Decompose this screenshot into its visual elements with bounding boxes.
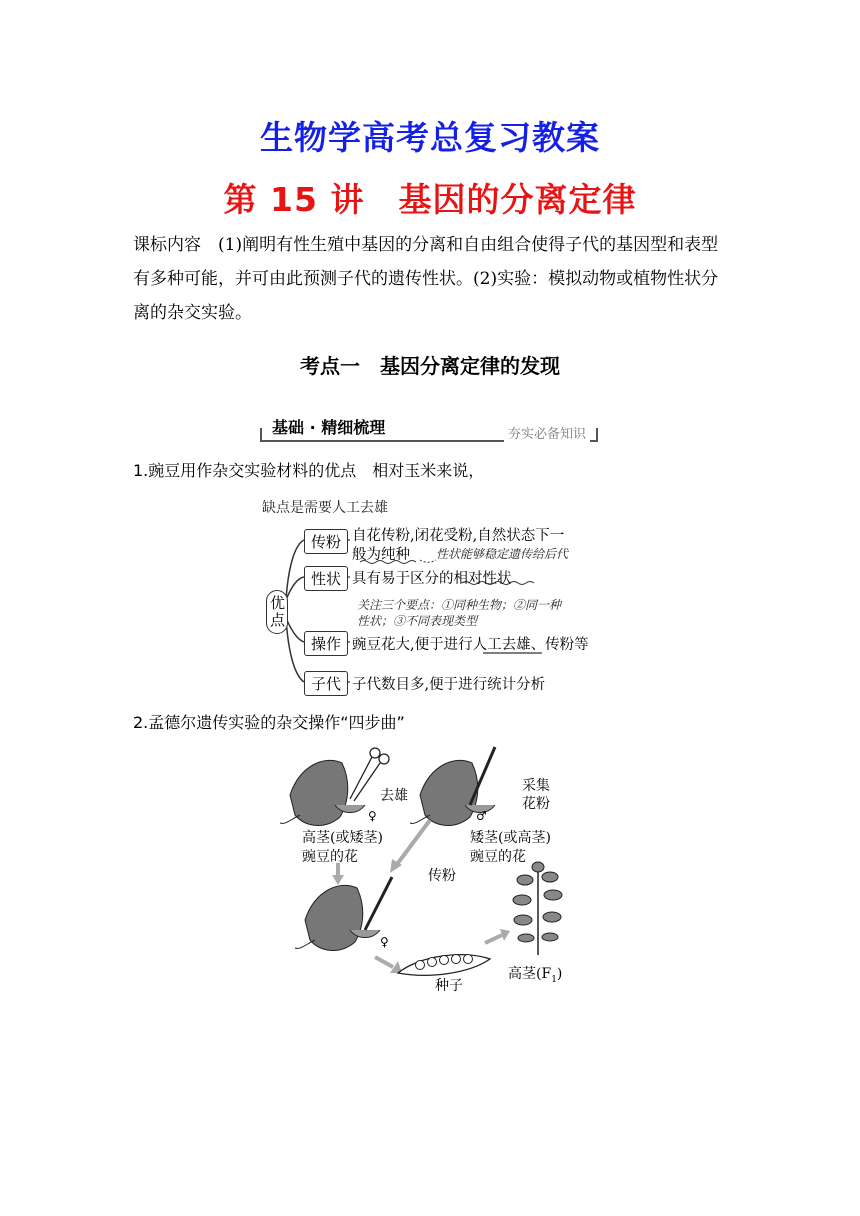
- flower-emasculation-icon: [280, 760, 365, 825]
- cross-procedure-figure: [280, 745, 600, 995]
- label-male: ♂: [476, 809, 487, 823]
- label-f1-sub: 1: [551, 974, 557, 985]
- branch-text-offspring: 子代数目多,便于进行统计分析: [352, 677, 546, 693]
- label-f1: [508, 963, 562, 985]
- flower-pollination-icon: [295, 885, 380, 950]
- pea-pod-icon: [398, 955, 490, 976]
- branch-label-pollination: 传粉: [304, 529, 348, 554]
- item-1-handnote: 缺点是需要人工去雄: [262, 500, 388, 516]
- branch-label-trait: 性状: [304, 566, 348, 591]
- branch-note-trait-2: 性状；③不同表现类型: [357, 614, 478, 628]
- item-2-text: 2.孟德尔遗传实验的杂交操作“四步曲”: [133, 713, 405, 732]
- advantages-mindmap: [262, 520, 602, 700]
- curriculum-line-1: 课标内容 (1)阐明有性生殖中基因的分离和自由组合使得子代的基因型和表型: [133, 235, 719, 255]
- curriculum-line-3: 离的杂交实验。: [133, 303, 252, 323]
- curriculum-paragraph: [133, 228, 733, 330]
- label-female-2: ♀: [380, 935, 389, 949]
- label-short-flower-1: 矮茎(或高茎): [470, 830, 551, 846]
- label-f1-text: 高茎(F: [508, 966, 552, 982]
- label-collect-1: 采集: [522, 778, 550, 794]
- mindmap-center: 优点: [266, 590, 288, 634]
- label-short-flower-2: 豌豆的花: [470, 849, 526, 865]
- branch-text-trait: 具有易于区分的相对性状: [352, 571, 512, 587]
- brush-icon-2: [365, 877, 392, 930]
- label-f1-end: ): [556, 966, 563, 982]
- branch-note-pollination: 性状能够稳定遗传给后代: [436, 547, 569, 561]
- section-banner: [260, 412, 598, 442]
- label-seed: 种子: [435, 978, 463, 994]
- curriculum-line-2: 有多种可能，并可由此预测子代的遗传性状。(2)实验：模拟动物或植物性状分: [133, 269, 719, 289]
- banner-label: 基础 · 精细梳理: [272, 418, 386, 437]
- label-tall-flower-1: 高茎(或矮茎): [302, 830, 383, 846]
- label-collect-2: 花粉: [522, 796, 550, 812]
- arrow-to-seed: [375, 957, 393, 967]
- document-title: 生物学高考总复习教案: [260, 118, 600, 157]
- branch-text-operation: 豌豆花大,便于进行人工去雄、传粉等: [352, 637, 589, 653]
- label-pollinate: 传粉: [428, 868, 456, 884]
- item-1-text: 1.豌豆用作杂交实验材料的优点 相对玉米来说，: [133, 461, 485, 480]
- branch-note-trait-1: 关注三个要点：①同种生物；②同一种: [357, 598, 562, 612]
- branch-text-pollination-2: 般为纯种: [352, 547, 410, 563]
- arrow-to-plant: [485, 935, 502, 943]
- banner-tag: 夯实必备知识: [504, 423, 590, 442]
- section-heading: 考点一 基因分离定律的发现: [300, 354, 560, 378]
- label-tall-flower-2: 豌豆的花: [302, 849, 358, 865]
- lecture-title: 第 15 讲 基因的分离定律: [223, 180, 637, 219]
- arrow-diagonal: [395, 820, 430, 867]
- label-female-1: ♀: [368, 809, 377, 823]
- pea-plant-icon: [513, 862, 562, 955]
- label-emasculate: 去雄: [380, 788, 408, 804]
- branch-label-offspring: 子代: [304, 671, 348, 696]
- branch-label-operation: 操作: [304, 631, 348, 656]
- branch-text-pollination-1: 自花传粉,闭花受粉,自然状态下一: [352, 528, 565, 544]
- banner-right-tick: [596, 428, 598, 441]
